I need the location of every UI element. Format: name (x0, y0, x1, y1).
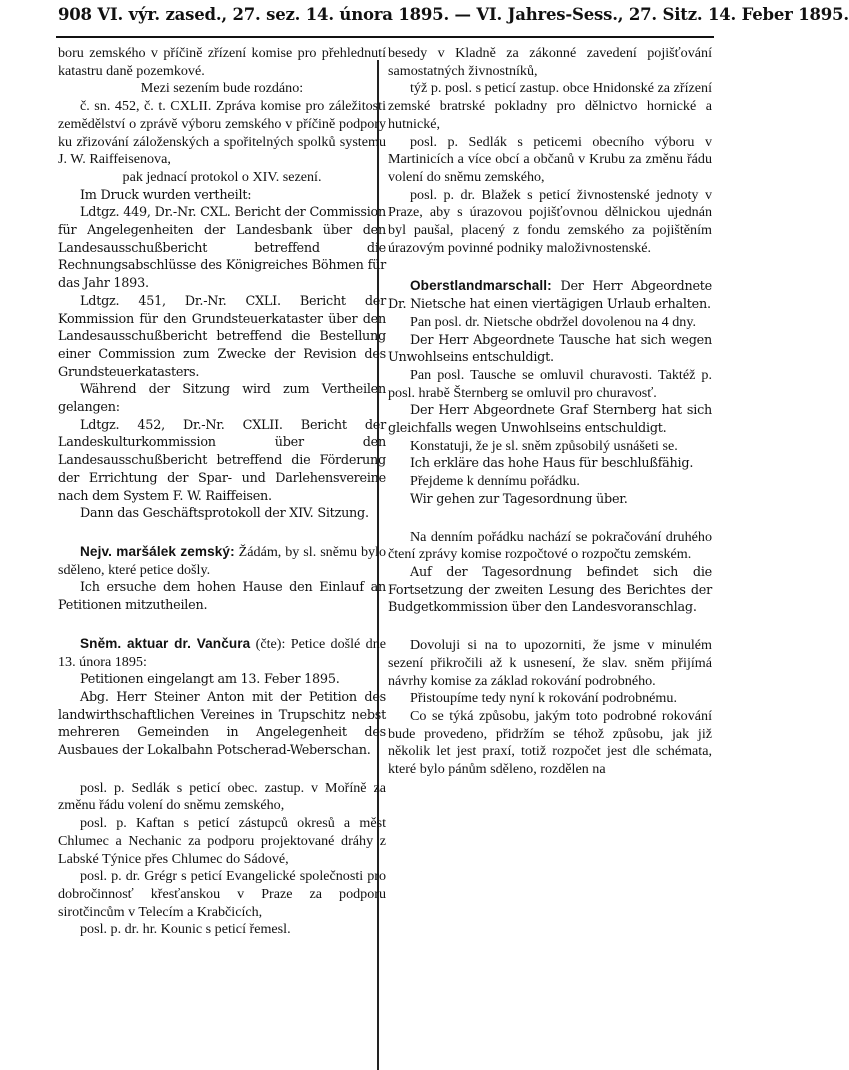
german-paragraph: Abg. Herr Steiner Anton mit der Petition des landwirthschaftlichen Vereines in Trupschitz nebst mehreren Gemeinden in Angelegenheit des Ausbaues der Lokalbahn Potscherad-Weberschan. (58, 689, 386, 759)
speech-paragraph (58, 635, 386, 671)
paragraph: posl. p. dr. hr. Kounic s peticí řemesl. (80, 921, 291, 938)
german-paragraph: Petitionen eingelangt am 13. Feber 1895. (80, 672, 340, 688)
paragraph: boru zemského v příčině zřízení komise pro přehlednutí katastru daně pozemkové. (58, 45, 386, 79)
paragraph: posl. p. Sedlák s peticí obec. zastup. v Moříně za změnu řádu volení do sněmu zemského, (58, 779, 386, 814)
paragraph: posl. p. dr. Blažek s peticí živnostenské jednoty v Praze, aby s úrazovou pojišťovnou dělnickou ujednán byl paušal, placený z fondu zemského za pojištěním úrazovým povinné podniky maloživnostenské. (388, 186, 712, 256)
page-header (58, 5, 849, 29)
paragraph: Přistoupíme tedy nyní k rokování podrobnému. (410, 690, 677, 707)
german-paragraph: Ich ersuche dem hohen Hause den Einlauf an Petitionen mitzutheilen. (58, 580, 386, 614)
german-paragraph: Ldtgz. 449, Dr.-Nr. CXL. Bericht der Commission für Angelegenheiten der Landesbank über den Landesausschußbericht betreffend die Rechnungsabschlüsse des Königreiches Böhmen für das Jahr 1893. (58, 205, 386, 292)
paragraph: pak jednací protokol o XIV. sezení. (122, 168, 322, 185)
left-column (58, 45, 386, 939)
paragraph: Konstatuji, že je sl. sněm způsobilý usnášeti se. (410, 437, 678, 454)
header-rule (56, 36, 714, 38)
paragraph: posl. p. Kaftan s peticí zástupců okresů a měst Chlumec a Nechanic za podporu projektované dráhy z Labské Týnice přes Chlumec do Sádové, (58, 815, 386, 867)
header-text: VI. výr. zased., 27. sez. 14. února 1895. — VI. Jahres-Sess., 27. Sitz. 14. Feber 1895. (97, 5, 849, 24)
german-paragraph: Dann das Geschäftsprotokoll der XIV. Sitzung. (80, 506, 369, 522)
spacer (388, 257, 712, 277)
spacer (388, 617, 712, 637)
paragraph: Mezi sezením bude rozdáno: (140, 80, 304, 97)
paragraph: posl. p. dr. Grégr s peticí Evangelické společnosti pro dobročinnosť křesťanskou v Praze za podporu sirotčincům v Telecím a Krabčicích, (58, 868, 386, 920)
german-paragraph: Im Druck wurden vertheilt: (80, 187, 252, 203)
speech-text: (čte): Petice došlé dne 13. února 1895: (58, 635, 386, 670)
spacer (388, 509, 712, 529)
paragraph: posl. p. Sedlák s peticemi obecního výboru v Martinicích a více obcí a občanů v Krubu za změnu řádu volení do sněmu zemského, (388, 133, 712, 185)
german-paragraph: Ich erkläre das hohe Haus für beschlußfähig. (410, 456, 694, 472)
page-number: 908 (58, 5, 92, 24)
speaker-name: Oberstlandmarschall: (410, 278, 552, 294)
paragraph: Na denním pořádku nachází se pokračování druhého čtení zprávy komise rozpočtové o rozpočtu zemském. (388, 528, 712, 563)
paragraph: č. sn. 452, č. t. CXLII. Zpráva komise pro záležitosti zemědělství o zprávě výboru zemského v příčině podpory ku zřizování záloženských a spořitelných spolků systemu J. W. Raiffeisenova, (58, 98, 386, 168)
paragraph: Přejdeme k dennímu pořádku. (410, 473, 580, 490)
speaker-name: Nejv. maršálek zemský: (80, 543, 235, 559)
paragraph: Pan posl. dr. Nietsche obdržel dovolenou na 4 dny. (410, 313, 696, 330)
german-paragraph: Wir gehen zur Tagesordnung über. (410, 491, 628, 507)
german-paragraph: Ldtgz. 451, Dr.-Nr. CXLI. Bericht der Kommission für den Grundsteuerkataster über den Landesausschußbericht betreffend die Bestellung einer Commission zum Zwecke der Revision des Grundsteuerkatasters. (58, 293, 386, 380)
paragraph: Dovoluji si na to upozorniti, že jsme v minulém sezení přikročili až k usnesení, že slav. sněm přijímá návrhy komise za základ rokování podrobného. (388, 637, 712, 689)
right-column (388, 45, 712, 779)
paragraph: Co se týká způsobu, jakým toto podrobné rokování bude provedeno, přidržím se téhož způsobu, jak již několik let jest praxí, totiž rozpočet jest dle schémata, které bylo pánům sděleno, rozdělen na (388, 707, 712, 778)
spacer (58, 615, 386, 635)
paragraph: týž p. posl. s peticí zastup. obce Hnidonské za zřízení zemské bratrské pokladny pro dělnictvo hornické a hutnické, (388, 80, 712, 132)
german-paragraph: Ldtgz. 452, Dr.-Nr. CXLII. Bericht der Landeskulturkommission über den Landesausschußbericht betreffend die Förderung der Errichtung der Spar- und Darlehensvereine nach dem System F. W. Raiffeisen. (58, 417, 386, 504)
speech-paragraph (388, 277, 712, 313)
german-paragraph: Während der Sitzung wird zum Vertheilen gelangen: (58, 382, 386, 416)
paragraph: Pan posl. Tausche se omluvil churavosti. Taktéž p. posl. hrabě Šternberg se omluvil pro churavosť. (388, 366, 712, 401)
german-paragraph: Der Herr Abgeordnete Graf Sternberg hat sich gleichfalls wegen Unwohlseins entschuldigt. (388, 403, 712, 437)
speech-paragraph (58, 543, 386, 579)
speaker-name: Sněm. aktuar dr. Vančura (80, 635, 251, 651)
speech-text: Žádám, by sl. sněmu bylo sděleno, které petice došly. (58, 543, 386, 578)
german-paragraph: Der Herr Abgeordnete Tausche hat sich wegen Unwohlseins entschuldigt. (388, 332, 712, 366)
spacer (58, 760, 386, 780)
paragraph: besedy v Kladně za zákonné zavedení pojišťování samostatných živnostníků, (388, 45, 712, 79)
spacer (58, 523, 386, 543)
german-paragraph: Auf der Tagesordnung befindet sich die Fortsetzung der zweiten Lesung des Berichtes der Budgetkommission über den Landesvoranschlag. (388, 564, 712, 616)
speech-text: Der Herr Abgeordnete Dr. Nietsche hat einen viertägigen Urlaub erhalten. (388, 279, 712, 313)
